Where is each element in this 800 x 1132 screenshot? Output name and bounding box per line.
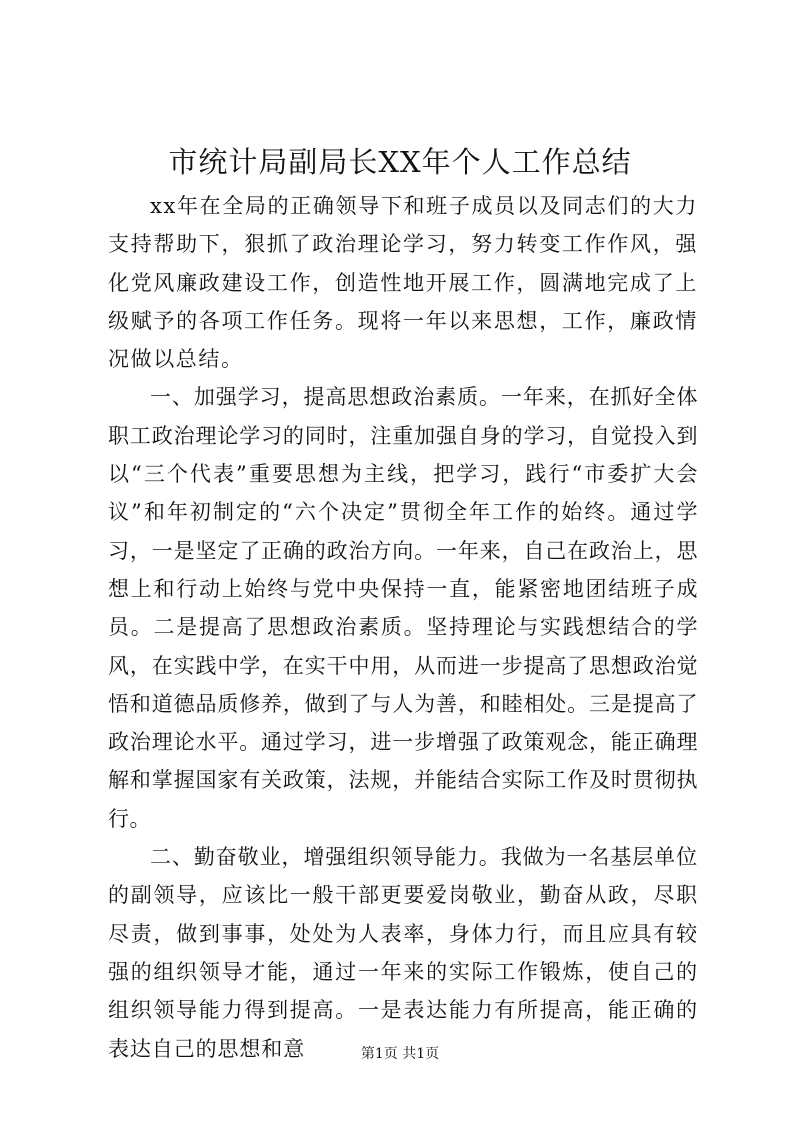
- document-body: [108, 187, 698, 1068]
- document-title: 市统计局副局长XX年个人工作总结: [168, 145, 632, 179]
- paragraph-intro: xx年在全局的正确领导下和班子成员以及同志们的大力支持帮助下，狠抓了政治理论学习，努力转变工作作风，强化党风廉政建设工作，创造性地开展工作，圆满地完成了上级赋予的各项工作任务。现将一年以来思想，工作，廉政情况做以总结。: [108, 194, 698, 372]
- paragraph-section-two: 二、勤奋敬业，增强组织领导能力。我做为一名基层单位的副领导，应该比一般干部更要爱岗敬业，勤奋从政，尽职尽责，做到事事，处处为人表率，身体力行，而且应具有较强的组织领导才能，通过一年来的实际工作锻炼，使自己的组织领导能力得到提高。一是表达能力有所提高，能正确的表达自己的思想和意: [108, 845, 698, 1061]
- paragraph-section-one: 一、加强学习，提高思想政治素质。一年来，在抓好全体职工政治理论学习的同时，注重加强自身的学习，自觉投入到以“三个代表”重要思想为主线，把学习，践行“市委扩大会议”和年初制定的“六个决定”贯彻全年工作的始终。通过学习，一是坚定了正确的政治方向。一年来，自己在政治上，思想上和行动上始终与党中央保持一直，能紧密地团结班子成员。二是提高了思想政治素质。坚持理论与实践想结合的学风，在实践中学，在实干中用，从而进一步提高了思想政治觉悟和道德品质修养，做到了与人为善，和睦相处。三是提高了政治理论水平。通过学习，进一步增强了政策观念，能正确理解和掌握国家有关政策，法规，并能结合实际工作及时贯彻执行。: [108, 385, 698, 831]
- page-number-footer: 第1页 共1页: [360, 1046, 440, 1062]
